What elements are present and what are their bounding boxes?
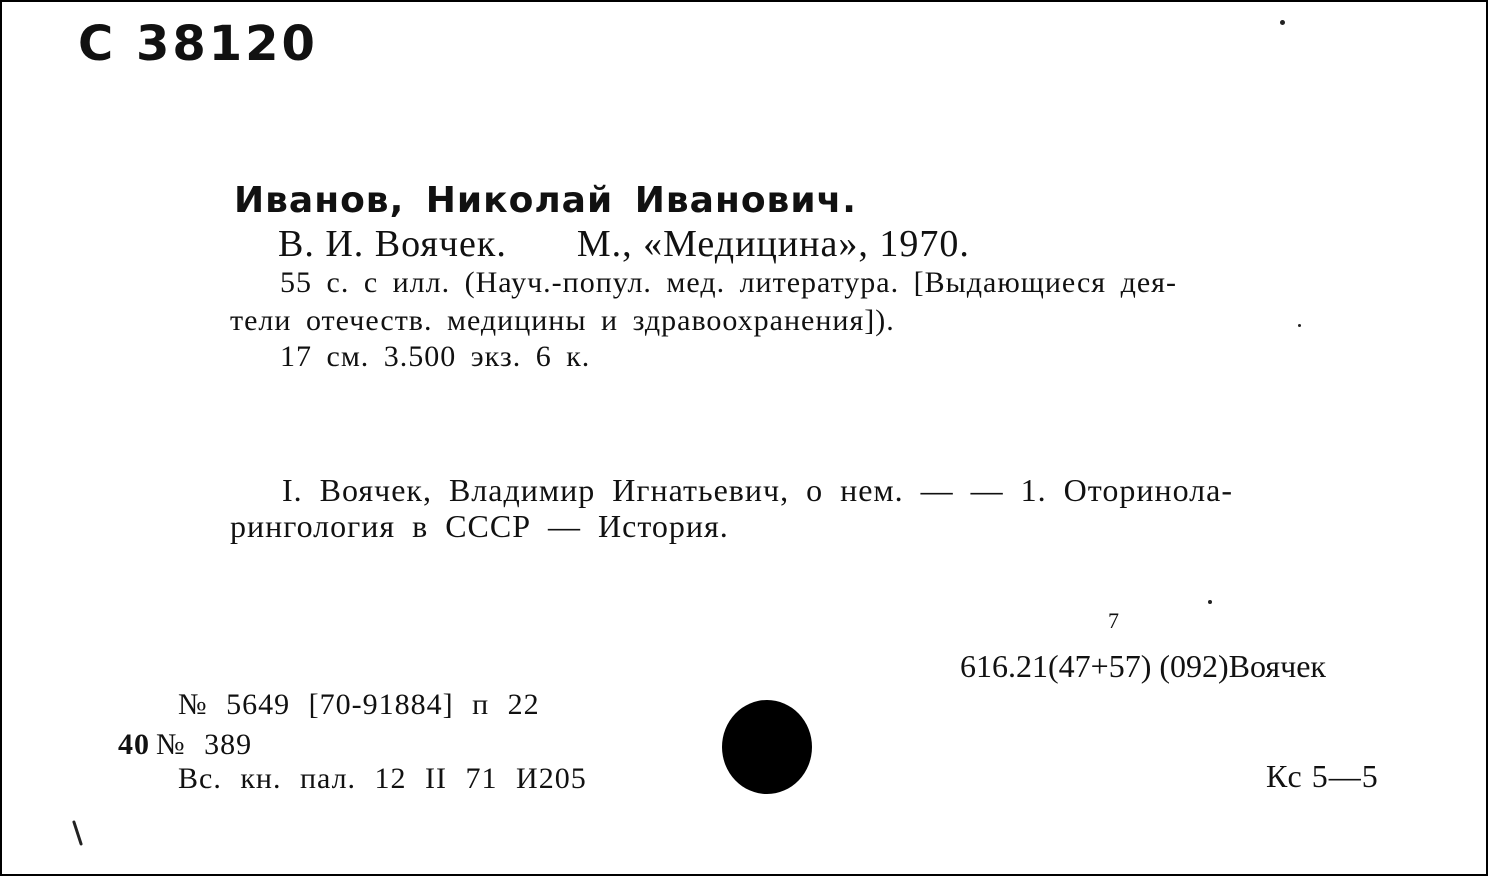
pencil-mark <box>72 820 83 846</box>
tracing-line-2: рингология в СССР — История. <box>230 508 729 544</box>
ink-speck <box>1280 20 1285 25</box>
author-heading: Иванов, Николай Иванович. <box>234 180 857 221</box>
call-number: С 38120 <box>78 16 318 72</box>
imprint-number: № 389 <box>156 728 253 761</box>
classification-mark: 7 <box>1108 608 1119 633</box>
title-line <box>278 222 970 266</box>
ink-speck <box>1298 324 1301 327</box>
tracing-line-1: I. Воячек, Владимир Игнатьевич, о нем. — — 1. Оторинола- <box>282 472 1233 508</box>
imprint-prefix: 40 <box>118 728 150 761</box>
imprint-line-3: Вс. кн. пал. 12 II 71 И205 <box>178 762 587 795</box>
title: В. И. Воячек. <box>278 223 507 265</box>
description-line-1: 55 с. с илл. (Науч.-попул. мед. литература. [Выдающиеся дея- <box>280 266 1177 299</box>
imprint-line-2 <box>118 728 252 762</box>
publication-info: М., «Медицина», 1970. <box>576 223 970 265</box>
description-line-2: тели отечеств. медицины и здравоохранения]). <box>230 304 895 337</box>
price-code: Кс 5—5 <box>1266 758 1379 794</box>
classification-number: 616.21(47+57) (092)Воячек <box>960 648 1326 684</box>
imprint-line-1: № 5649 [70-91884] п 22 <box>178 688 540 721</box>
description-line-3: 17 см. 3.500 экз. 6 к. <box>280 340 591 373</box>
ink-speck <box>1208 600 1212 604</box>
punched-hole <box>722 700 812 794</box>
